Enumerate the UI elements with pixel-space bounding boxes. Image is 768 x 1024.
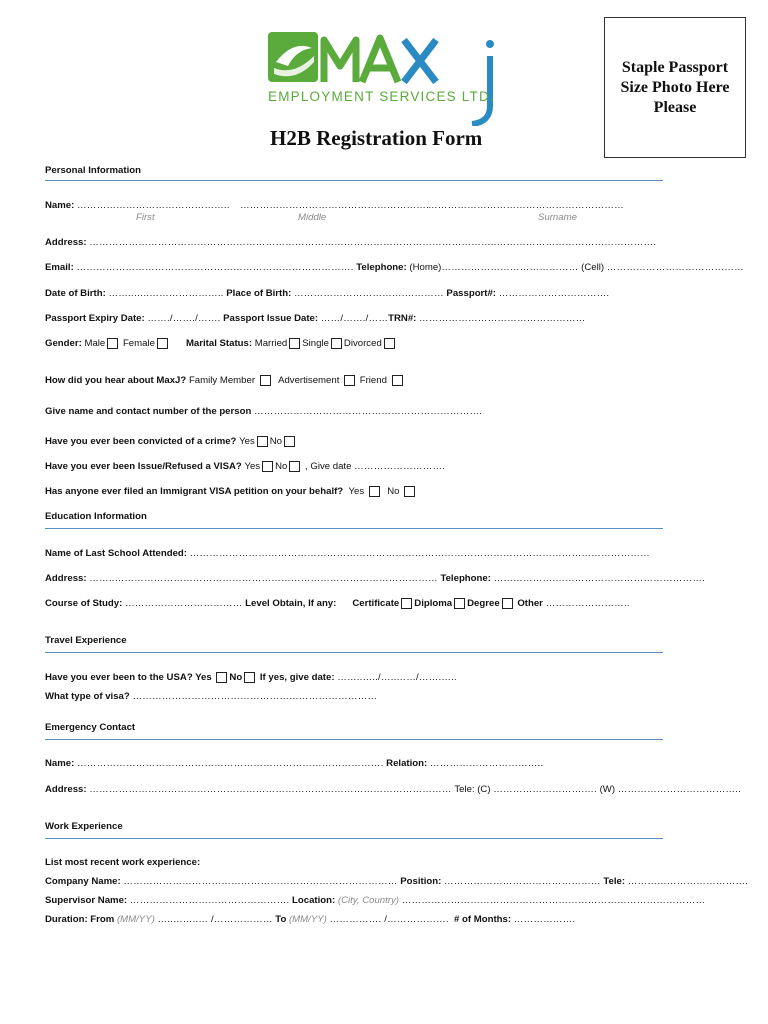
- visa-type-label: What type of visa?: [45, 691, 130, 702]
- visa-no-checkbox[interactable]: [289, 461, 300, 472]
- hear-label: How did you hear about MaxJ?: [45, 375, 187, 386]
- other-label: Other: [517, 598, 543, 609]
- female-checkbox[interactable]: [157, 338, 168, 349]
- tele-c-field[interactable]: ……………………….….: [493, 784, 597, 795]
- male-label: Male: [84, 338, 106, 349]
- immigrant-row: [45, 486, 417, 498]
- middle-name-field[interactable]: ………………………………………………….: [240, 200, 429, 211]
- section-divider: [45, 739, 663, 740]
- school-field[interactable]: ……………………………………………………………………………………………………………………………: [189, 548, 650, 559]
- home-label: (Home): [409, 262, 442, 273]
- married-checkbox[interactable]: [289, 338, 300, 349]
- certificate-checkbox[interactable]: [401, 598, 412, 609]
- section-work-experience: [45, 821, 663, 832]
- crime-yes-label: Yes: [239, 436, 255, 447]
- visa-label: Have you ever been Issue/Refused a VISA?: [45, 461, 242, 472]
- logo-mark: [266, 26, 506, 126]
- section-title: Travel Experience: [45, 635, 127, 646]
- address-label: Address:: [45, 237, 87, 248]
- to-hint: (MM/YY): [288, 914, 327, 925]
- supervisor-label: Supervisor Name:: [45, 895, 128, 906]
- section-title: Emergency Contact: [45, 722, 136, 733]
- usa-yes-checkbox[interactable]: [216, 672, 227, 683]
- visa-type-row: [45, 691, 377, 703]
- from-field[interactable]: …..……..… /………………: [157, 914, 273, 925]
- company-logo: [266, 26, 506, 126]
- work-tele-field[interactable]: ……………………………….: [627, 876, 749, 887]
- course-label: Course of Study:: [45, 598, 123, 609]
- divorced-checkbox[interactable]: [384, 338, 395, 349]
- position-label: Position:: [400, 876, 442, 887]
- usa-no-label: No: [229, 672, 243, 683]
- company-field[interactable]: …………………………………………………………………………: [123, 876, 398, 887]
- duration-label: Duration: From: [45, 914, 115, 925]
- email-label: Email:: [45, 262, 74, 273]
- course-row: [45, 598, 630, 610]
- section-travel-experience: [45, 635, 663, 646]
- section-title: Personal Information: [45, 165, 141, 176]
- section-emergency-contact: [45, 722, 663, 733]
- usa-date-field[interactable]: ……..…../…..……/…….…..: [337, 672, 457, 683]
- diploma-label: Diploma: [414, 598, 453, 609]
- visa-yes-label: Yes: [244, 461, 261, 472]
- surname-field[interactable]: ……………………………………………………: [428, 200, 624, 211]
- emergency-name-label: Name:: [45, 758, 75, 769]
- school-label: Name of Last School Attended:: [45, 548, 187, 559]
- visa-no-label: No: [275, 461, 288, 472]
- edu-telephone-field[interactable]: ……………….……………………………………….: [493, 573, 705, 584]
- gender-label: Gender:: [45, 338, 82, 349]
- emergency-address-field[interactable]: …………………………………………………………………………………………………: [89, 784, 452, 795]
- immigrant-yes-checkbox[interactable]: [369, 486, 380, 497]
- visa-date-field[interactable]: ……………………….: [354, 461, 446, 472]
- contact-field[interactable]: …………………………………………………………….: [253, 406, 483, 417]
- crime-no-checkbox[interactable]: [284, 436, 295, 447]
- cell-phone-field[interactable]: ……………………………………: [606, 262, 744, 273]
- edu-address-field[interactable]: ……..………………………………………………………………………………………: [89, 573, 438, 584]
- contact-label: Give name and contact number of the person: [45, 406, 252, 417]
- visa-row: [45, 461, 445, 473]
- work-list-label: List most recent work experience:: [45, 857, 201, 868]
- immigrant-no-label: No: [387, 486, 400, 497]
- visa-yes-checkbox[interactable]: [262, 461, 273, 472]
- course-field[interactable]: ………………………………: [124, 598, 243, 609]
- email-row: [45, 262, 744, 274]
- section-title: Work Experience: [45, 821, 123, 832]
- passport-dates-row: [45, 313, 586, 325]
- section-divider: [45, 528, 663, 529]
- dob-row: [45, 288, 609, 300]
- hear-row: [45, 375, 405, 387]
- surname-hint: Surname: [538, 212, 577, 223]
- issue-field[interactable]: ……/……./……: [320, 313, 389, 324]
- crime-row: [45, 436, 297, 448]
- telephone-label: Telephone:: [356, 262, 407, 273]
- degree-checkbox[interactable]: [502, 598, 513, 609]
- friend-checkbox[interactable]: [392, 375, 403, 386]
- section-personal-information: [45, 165, 663, 176]
- email-field[interactable]: ………………………………………………………………………….: [76, 262, 354, 273]
- friend-label: Friend: [359, 375, 387, 386]
- issue-label: Passport Issue Date:: [223, 313, 319, 324]
- work-tele-label: Tele:: [603, 876, 626, 887]
- contact-row: [45, 406, 482, 418]
- edu-address-label: Address:: [45, 573, 87, 584]
- location-label: Location:: [292, 895, 336, 906]
- logo-subtitle: EMPLOYMENT SERVICES LTD.: [268, 89, 495, 104]
- section-education-information: [45, 511, 663, 522]
- expiry-field[interactable]: ……./……./…….: [147, 313, 221, 324]
- advert-label: Advertisement: [278, 375, 340, 386]
- tele-w-label: (W): [599, 784, 616, 795]
- single-label: Single: [302, 338, 329, 349]
- dob-label: Date of Birth:: [45, 288, 106, 299]
- location-hint: (City, Country): [337, 895, 399, 906]
- school-row: [45, 548, 650, 560]
- position-field[interactable]: …………………………………………: [444, 876, 601, 887]
- name-label: Name:: [45, 200, 75, 211]
- photo-box-text: Staple Passport Size Photo Here Please: [620, 58, 730, 116]
- months-field[interactable]: ……………….: [513, 914, 576, 925]
- address-field[interactable]: ……………………………………………………………………………………………………………..………………………………………….: [89, 237, 657, 248]
- usa-label: Have you ever been to the USA?: [45, 672, 193, 683]
- pob-field[interactable]: …………………………….…………: [293, 288, 444, 299]
- immigrant-yes-label: Yes: [348, 486, 365, 497]
- section-divider: [45, 838, 663, 839]
- address-row: [45, 237, 656, 249]
- name-row: [45, 200, 230, 212]
- supervisor-field[interactable]: ………………………………………….: [129, 895, 290, 906]
- tele-w-field[interactable]: ………………………………..: [617, 784, 741, 795]
- trn-field[interactable]: ……………………………………………: [419, 313, 586, 324]
- gender-row: [45, 338, 397, 350]
- edu-telephone-label: Telephone:: [440, 573, 491, 584]
- visa-type-field[interactable]: …………………………………………………………………: [132, 691, 378, 702]
- emergency-address-row: [45, 784, 741, 796]
- degree-label: Degree: [467, 598, 500, 609]
- other-field[interactable]: ……………………..: [545, 598, 630, 609]
- trn-label: TRN#:: [388, 313, 417, 324]
- section-divider: [45, 652, 663, 653]
- marital-label: Marital Status:: [185, 338, 253, 349]
- to-label: To: [275, 914, 287, 925]
- expiry-label: Passport Expiry Date:: [45, 313, 145, 324]
- diploma-checkbox[interactable]: [454, 598, 465, 609]
- supervisor-row: [45, 895, 705, 907]
- company-row: [45, 876, 748, 888]
- first-hint: First: [136, 212, 155, 223]
- passport-label: Passport#:: [446, 288, 497, 299]
- single-checkbox[interactable]: [331, 338, 342, 349]
- form-title: H2B Registration Form: [270, 126, 483, 150]
- company-label: Company Name:: [45, 876, 121, 887]
- home-phone-field[interactable]: ……………………………………: [441, 262, 579, 273]
- relation-label: Relation:: [386, 758, 428, 769]
- emergency-name-row: [45, 758, 543, 770]
- usa-yes-label: Yes: [195, 672, 212, 683]
- emergency-name-field[interactable]: ………………………………………………………………………………….: [77, 758, 384, 769]
- passport-field[interactable]: …………………………….: [498, 288, 610, 299]
- first-name-field[interactable]: ………………………………………..: [77, 200, 230, 211]
- usa-no-checkbox[interactable]: [244, 672, 255, 683]
- cell-label: (Cell): [581, 262, 605, 273]
- duration-row: [45, 914, 575, 926]
- male-checkbox[interactable]: [107, 338, 118, 349]
- if-yes-label: If yes, give date:: [259, 672, 335, 683]
- level-label: Level Obtain, If any:: [245, 598, 337, 609]
- from-hint: (MM/YY): [116, 914, 155, 925]
- months-label: # of Months:: [454, 914, 512, 925]
- middle-hint: Middle: [298, 212, 327, 223]
- section-title: Education Information: [45, 511, 147, 522]
- crime-yes-checkbox[interactable]: [257, 436, 268, 447]
- family-checkbox[interactable]: [260, 375, 271, 386]
- married-label: Married: [254, 338, 288, 349]
- section-divider: [45, 180, 663, 181]
- dob-field[interactable]: ……..…..…………………..: [108, 288, 224, 299]
- divorced-label: Divorced: [343, 338, 382, 349]
- location-field[interactable]: …………………………………………………………………………………: [401, 895, 706, 906]
- family-label: Family Member: [188, 375, 256, 386]
- certificate-label: Certificate: [352, 598, 400, 609]
- to-field[interactable]: ……………. /……………….: [329, 914, 449, 925]
- give-date-label: , Give date: [305, 461, 352, 472]
- edu-address-row: [45, 573, 705, 585]
- emergency-address-label: Address:: [45, 784, 87, 795]
- tele-c-label: Tele: (C): [454, 784, 491, 795]
- relation-field[interactable]: ……………………………..: [429, 758, 544, 769]
- pob-label: Place of Birth:: [226, 288, 292, 299]
- usa-row: [45, 672, 457, 684]
- crime-label: Have you ever been convicted of a crime?: [45, 436, 237, 447]
- immigrant-no-checkbox[interactable]: [404, 486, 415, 497]
- advert-checkbox[interactable]: [344, 375, 355, 386]
- photo-placeholder-box: [604, 17, 746, 158]
- crime-no-label: No: [269, 436, 283, 447]
- immigrant-label: Has anyone ever filed an Immigrant VISA petition on your behalf?: [45, 486, 344, 497]
- female-label: Female: [122, 338, 155, 349]
